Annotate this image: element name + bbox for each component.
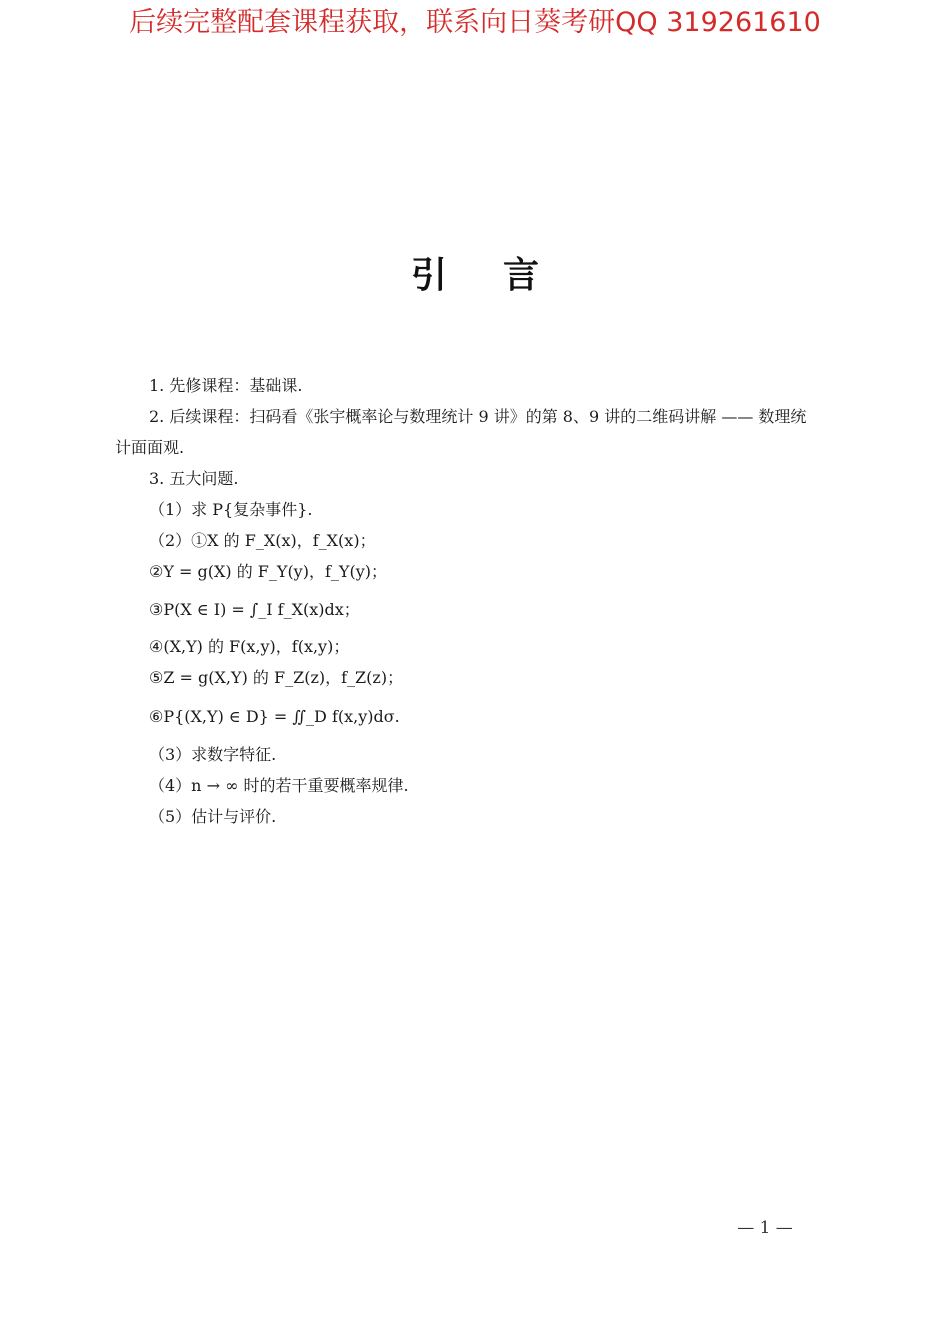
page-title: 引言 <box>410 254 595 296</box>
problem-2-part-2: ②Y = g(X) 的 F_Y(y)，f_Y(y)； <box>149 562 387 581</box>
problem-3: （3）求数字特征. <box>149 745 277 764</box>
watermark-banner: 后续完整配套课程获取，联系向日葵考研QQ 319261610 <box>129 7 821 38</box>
paragraph-five-problems: 3. 五大问题. <box>149 469 239 488</box>
document-body <box>115 370 815 832</box>
problem-1: （1）求 P{复杂事件}. <box>149 500 313 519</box>
paragraph-prerequisite: 1. 先修课程：基础课. <box>149 376 303 395</box>
problem-5: （5）估计与评价. <box>149 807 277 826</box>
page-number: — 1 — <box>737 1218 793 1238</box>
problem-2-part-5: ⑤Z = g(X,Y) 的 F_Z(z)，f_Z(z)； <box>149 668 404 687</box>
problem-2-part-4: ④(X,Y) 的 F(x,y)，f(x,y)； <box>149 637 350 656</box>
problem-2-part-6: ⑥P{(X,Y) ∈ D} = ∬_D f(x,y)dσ. <box>149 706 400 726</box>
problem-4: （4）n → ∞ 时的若干重要概率规律. <box>149 776 409 795</box>
problem-2-part-1: （2）①X 的 F_X(x)，f_X(x)； <box>149 531 376 550</box>
problem-2-part-3: ③P(X ∈ I) = ∫_I f_X(x)dx； <box>149 599 360 619</box>
paragraph-followup: 2. 后续课程：扫码看《张宇概率论与数理统计 9 讲》的第 8、9 讲的二维码讲解 —— 数理统计面面观. <box>115 407 807 457</box>
